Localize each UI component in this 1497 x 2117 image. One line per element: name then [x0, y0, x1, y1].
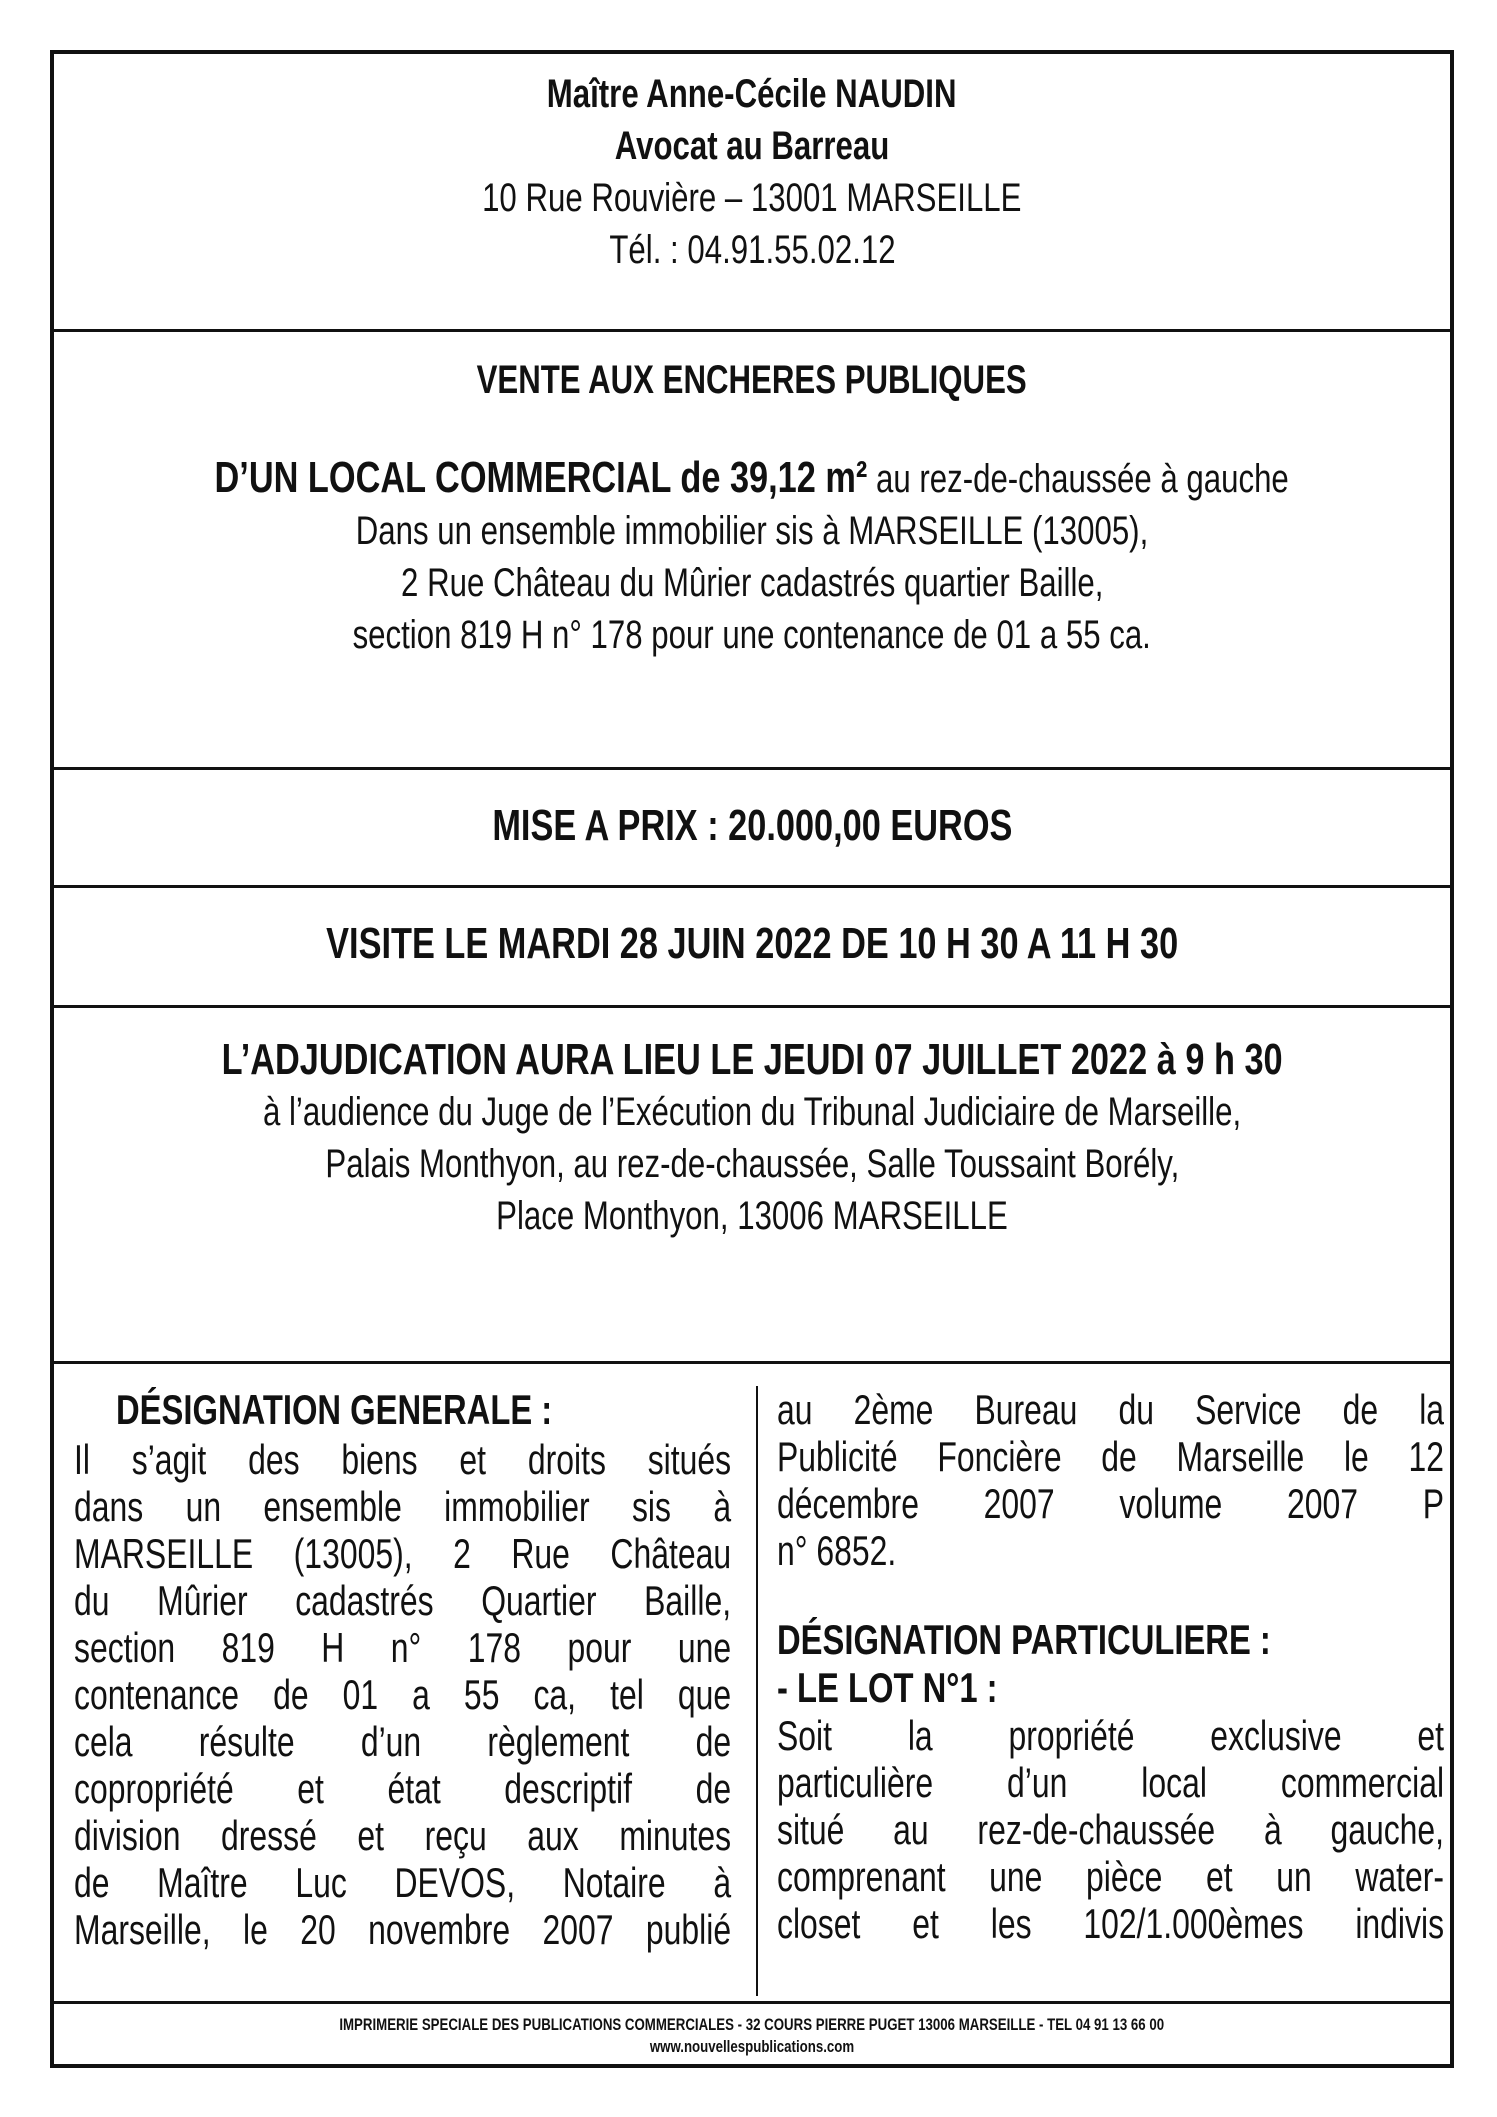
dg-line: MARSEILLE (13005), 2 Rue Château: [74, 1530, 732, 1577]
sale-object: [215, 452, 1289, 505]
notice-frame: [50, 50, 1454, 2068]
visit-date: VISITE LE MARDI 28 JUIN 2022 DE 10 H 30 A 11 H 30: [325, 919, 1179, 968]
price-section: [54, 770, 1450, 888]
lawyer-address: 10 Rue Rouvière – 13001 MARSEILLE: [482, 176, 1022, 220]
lot-line: Soit la propriété exclusive et: [777, 1712, 1445, 1759]
visit-section: [54, 888, 1450, 1008]
sale-object-bold: D’UN LOCAL COMMERCIAL de 39,12 m²: [214, 453, 868, 502]
dg-line: de Maître Luc DEVOS, Notaire à: [74, 1859, 732, 1906]
designation-particuliere-heading: DÉSIGNATION PARTICULIERE :: [777, 1616, 1271, 1663]
designation-generale-heading: DÉSIGNATION GENERALE :: [116, 1386, 553, 1433]
adjudication-section: [54, 1008, 1450, 1364]
adjudication-line-2: Palais Monthyon, au rez-de-chaussée, Salle Toussaint Borély,: [325, 1142, 1179, 1186]
printer-website[interactable]: www.nouvellespublications.com: [649, 2037, 855, 2056]
sale-line-2: Dans un ensemble immobilier sis à MARSEILLE (13005),: [355, 509, 1149, 553]
starting-price: MISE A PRIX : 20.000,00 EUROS: [491, 801, 1013, 850]
lot-line: comprenant une pièce et un water-: [777, 1853, 1445, 1900]
lot-heading: - LE LOT N°1 :: [777, 1664, 998, 1711]
publication-line: n° 6852.: [777, 1527, 897, 1574]
dg-line: Il s’agit des biens et droits situés: [74, 1436, 732, 1483]
sale-line-3: 2 Rue Château du Mûrier cadastrés quartier Baille,: [400, 561, 1104, 605]
dg-line: division dressé et reçu aux minutes: [74, 1812, 732, 1859]
lot-line: situé au rez-de-chaussée à gauche,: [777, 1806, 1445, 1853]
dg-line: dans un ensemble immobilier sis à: [74, 1483, 732, 1530]
lawyer-title: Avocat au Barreau: [614, 124, 890, 168]
designation-section: [54, 1364, 1450, 2004]
lawyer-name: Maître Anne-Cécile NAUDIN: [547, 72, 957, 116]
lawyer-phone: Tél. : 04.91.55.02.12: [608, 228, 896, 272]
dg-line: section 819 H n° 178 pour une: [74, 1624, 732, 1671]
sale-object-rest: au rez-de-chaussée à gauche: [867, 457, 1290, 501]
lot-line: particulière d’un local commercial: [777, 1759, 1445, 1806]
adjudication-line-3: Place Monthyon, 13006 MARSEILLE: [496, 1194, 1008, 1238]
sale-section: [54, 332, 1450, 770]
printer-info: IMPRIMERIE SPECIALE DES PUBLICATIONS COMMERCIALES - 32 COURS PIERRE PUGET 13006 MARSEILLE - TEL 04 91 13 66 00: [339, 2015, 1165, 2034]
publication-line: décembre 2007 volume 2007 P: [777, 1480, 1445, 1527]
dg-line: cela résulte d’un règlement de: [74, 1718, 732, 1765]
publication-line: Publicité Foncière de Marseille le 12: [777, 1433, 1445, 1480]
column-divider: [756, 1386, 758, 1996]
dg-line: contenance de 01 a 55 ca, tel que: [74, 1671, 732, 1718]
printer-footer: [54, 2004, 1450, 2068]
sale-line-4: section 819 H n° 178 pour une contenance de 01 a 55 ca.: [352, 613, 1152, 657]
lot-line: closet et les 102/1.000èmes indivis: [777, 1900, 1445, 1947]
dg-line: Marseille, le 20 novembre 2007 publié: [74, 1906, 732, 1953]
dg-line: du Mûrier cadastrés Quartier Baille,: [74, 1577, 732, 1624]
adjudication-heading: L’ADJUDICATION AURA LIEU LE JEUDI 07 JUILLET 2022 à 9 h 30: [221, 1035, 1283, 1084]
dg-line: copropriété et état descriptif de: [74, 1765, 732, 1812]
sale-heading: VENTE AUX ENCHERES PUBLIQUES: [476, 358, 1028, 402]
adjudication-line-1: à l’audience du Juge de l’Exécution du Tribunal Judiciaire de Marseille,: [262, 1090, 1242, 1134]
lawyer-header: [54, 54, 1450, 332]
designation-particuliere-column: [777, 1364, 1447, 2001]
publication-line: au 2ème Bureau du Service de la: [777, 1386, 1445, 1433]
designation-generale-column: [74, 1364, 734, 2001]
